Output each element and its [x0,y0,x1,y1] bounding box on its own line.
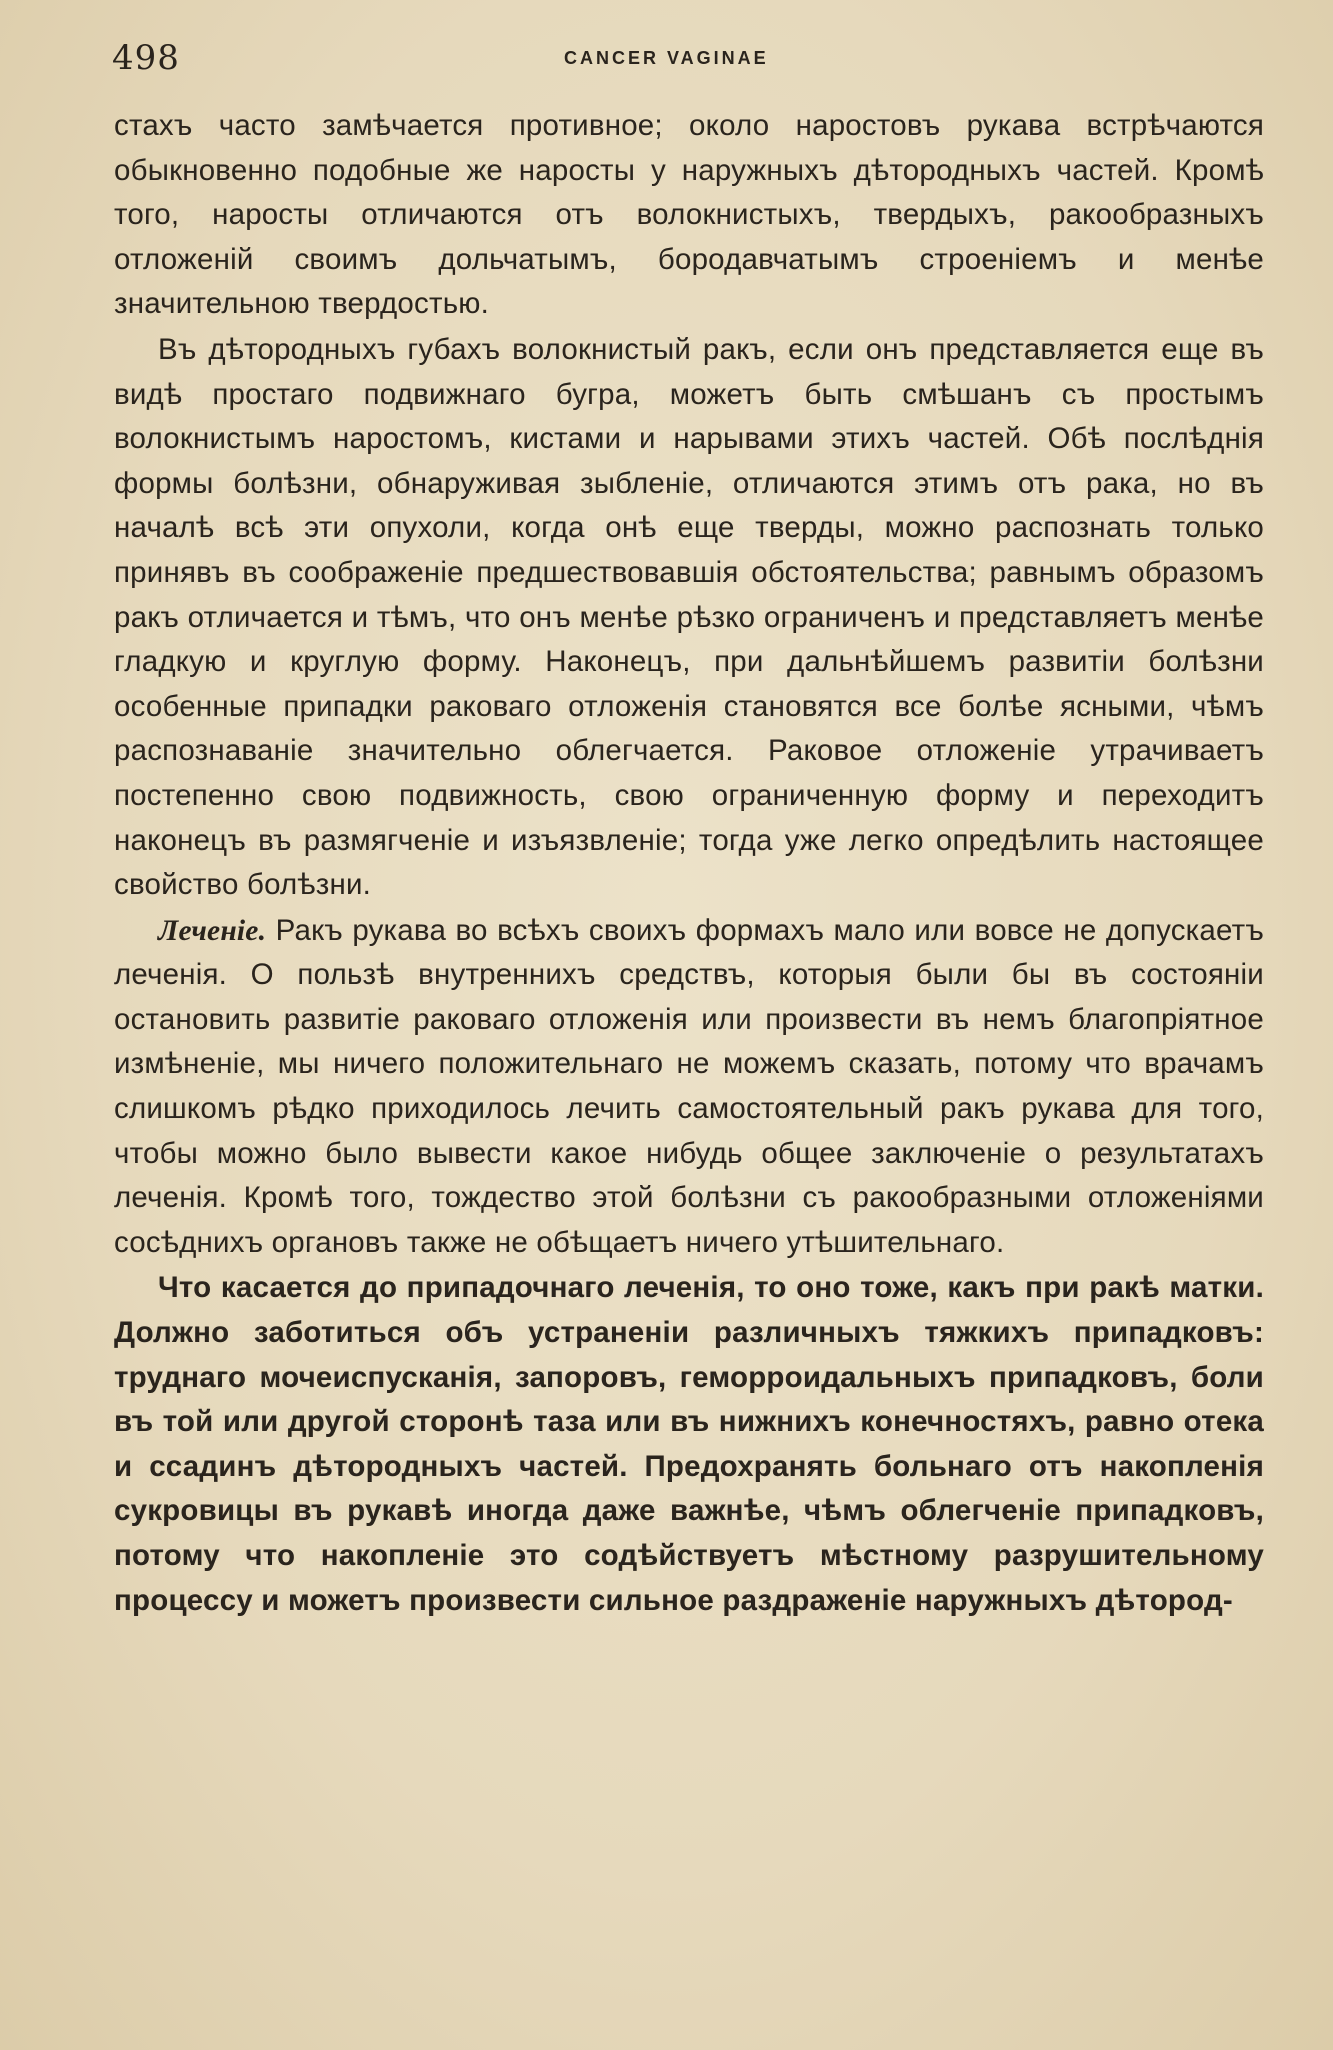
page-number: 498 [112,38,180,78]
paragraph-text: Ракъ рукава во всѣхъ своихъ формахъ мало или вовсе не допускаетъ леченiя. О пользѣ внутреннихъ средствъ, которыя были бы въ состоянiи остановить развитiе раковаго отложенiя или произвести въ немъ благопрiятное измѣненiе, мы ничего положительнаго не можемъ сказать, потому что врачамъ слишкомъ рѣдко приходилось лечить самостоятельный ракъ рукава для того, чтобы можно было вывести какое нибудь общее заключенiе о результатахъ леченiя. Кромѣ того, тождество этой болѣзни съ ракообразными отложенiями сосѣднихъ органовъ также не обѣщаетъ ничего утѣшительнаго. [114,913,1264,1259]
paragraph-text: Что касается до припадочнаго леченiя, то оно тоже, какъ при ракѣ матки. Должно заботиться объ устраненiи различныхъ тяжкихъ припадковъ: труднаго мочеиспусканiя, запоровъ, геморроидальныхъ припадковъ, боли въ той или другой сторонѣ таза или въ нижнихъ конечностяхъ, равно отека и ссадинъ дѣтородныхъ частей. Предохранять больнаго отъ накопленiя сукровицы въ рукавѣ иногда даже важнѣе, чѣмъ облегченiе припадковъ, потому что накопленiе это содѣйствуетъ мѣстному разрушительному процессу и можетъ произвести сильное раздраженiе наружныхъ дѣтород- [114,1271,1264,1617]
section-lead-word: Леченiе. [158,914,267,947]
paragraph-symptomatic-treatment [114,1266,1264,1623]
paragraph-text: стахъ часто замѣчается противное; около наростовъ рукава встрѣчаются обыкновенно подобные же наросты у наружныхъ дѣтородныхъ частей. Кромѣ того, наросты отличаются отъ волокнистыхъ, твердыхъ, ракообразныхъ отложенiй своимъ дольчатымъ, бородавчатымъ строенiемъ и менѣе значительною твердостью. [114,109,1264,321]
paragraph-continuation [114,104,1264,327]
body-text [114,104,1264,1623]
running-head: CANCER VAGINAE [564,48,769,68]
paragraph-treatment [114,909,1264,1266]
paragraph-differential-diagnosis [114,328,1264,908]
paragraph-text: Въ дѣтородныхъ губахъ волокнистый ракъ, если онъ представляется еще въ видѣ простаго подвижнаго бугра, можетъ быть смѣшанъ съ простымъ волокнистымъ наростомъ, кистами и нарывами этихъ частей. Обѣ послѣднiя формы болѣзни, обнаруживая зыбленiе, отличаются этимъ отъ рака, но въ началѣ всѣ эти опухоли, когда онѣ еще тверды, можно распознать только принявъ въ соображенiе предшествовавшiя обстоятельства; равнымъ образомъ ракъ отличается и тѣмъ, что онъ менѣе рѣзко ограниченъ и представляетъ менѣе гладкую и круглую форму. Наконецъ, при дальнѣйшемъ развитiи болѣзни особенные припадки раковаго отложенiя становятся все болѣе ясными, чѣмъ распознаванiе значительно облегчается. Раковое отложенiе утрачиваетъ постепенно свою подвижность, свою ограниченную форму и переходитъ наконецъ въ размягченiе и изъязвленiе; тогда уже легко опредѣлить настоящее свойство болѣзни. [114,332,1264,902]
page-header [112,38,1263,78]
